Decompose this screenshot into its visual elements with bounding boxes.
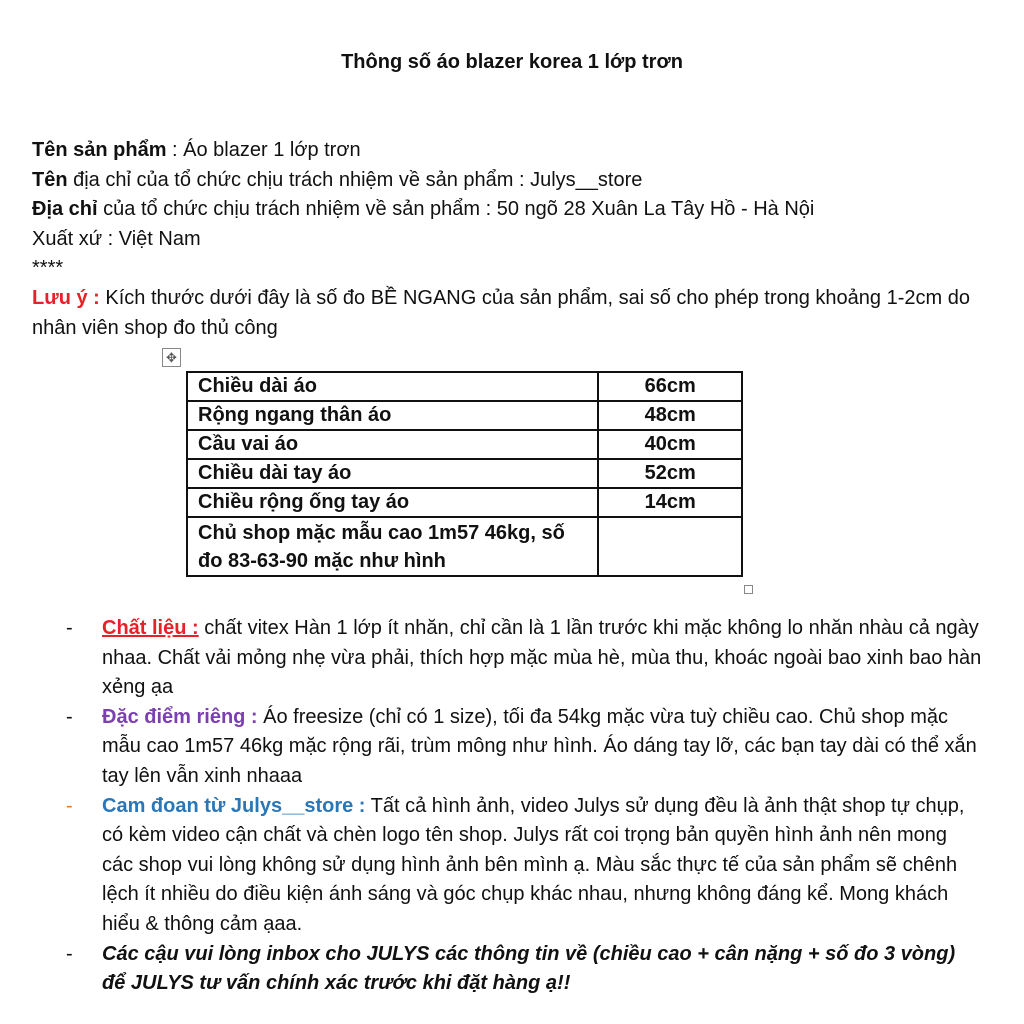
note-label: Lưu ý : <box>32 287 100 309</box>
product-info <box>32 136 982 284</box>
move-arrows-icon[interactable]: ✥ <box>162 348 181 367</box>
organization-value: địa chỉ của tổ chức chịu trách nhiệm về sản phẩm : Julys__store <box>67 168 643 191</box>
size-spec-table <box>186 371 743 577</box>
resize-square-icon[interactable] <box>744 585 753 594</box>
promise-label: Cam đoan từ Julys__store : <box>102 794 366 817</box>
document-title: Thông số áo blazer korea 1 lớp trơn <box>341 51 683 73</box>
spec-value-cell <box>598 517 742 576</box>
spec-name-cell: Chiều rộng ống tay áo <box>187 488 598 517</box>
size-note <box>32 284 982 343</box>
address-value: của tổ chức chịu trách nhiệm về sản phẩm : 50 ngõ 28 Xuân La Tây Hồ - Hà Nội <box>97 198 815 220</box>
product-name-line <box>32 136 982 166</box>
spec-name-cell: Chiều dài tay áo <box>187 459 598 488</box>
bullet-dash: - <box>66 794 73 817</box>
table-row <box>187 459 742 488</box>
table-row <box>187 401 742 430</box>
table-row <box>187 430 742 459</box>
table-row <box>187 517 742 576</box>
feature-label: Đặc điểm riêng : <box>102 705 258 728</box>
inbox-request-text: Các cậu vui lòng inbox cho JULYS các thông tin về (chiều cao + cân nặng + số đo 3 vòng) để JULYS tư vấn chính xác trước khi đặt hàng ạ!! <box>102 942 956 995</box>
origin-line: Xuất xứ : Việt Nam <box>32 227 201 250</box>
list-item <box>62 703 982 792</box>
organization-label: Tên <box>32 168 68 191</box>
feature-text: Áo freesize (chỉ có 1 size), tối đa 54kg mặc vừa tuỳ chiều cao. Chủ shop mặc mẫu cao 1m57 46kg mặc rộng rãi, trùm mông như hình. Áo dáng tay lỡ, các bạn tay dài có thể xắn tay lên vẫn xinh nhaaa <box>102 705 977 787</box>
list-item <box>62 614 982 703</box>
spec-value-cell: 52cm <box>598 459 742 488</box>
separator-stars: **** <box>32 257 64 279</box>
list-item <box>62 940 982 999</box>
bullet-dash: - <box>66 617 73 639</box>
product-name-label: Tên sản phẩm <box>32 139 167 161</box>
list-item <box>62 792 982 940</box>
details-list <box>62 614 982 999</box>
bullet-dash: - <box>66 705 73 728</box>
spec-name-cell: Chủ shop mặc mẫu cao 1m57 46kg, số đo 83-63-90 mặc như hình <box>187 517 598 576</box>
spec-value-cell: 48cm <box>598 401 742 430</box>
spec-value-cell: 14cm <box>598 488 742 517</box>
spec-name-cell: Cầu vai áo <box>187 430 598 459</box>
address-line <box>32 195 982 225</box>
table-row <box>187 488 742 517</box>
material-label: Chất liệu : <box>102 617 199 639</box>
bullet-dash: - <box>66 942 73 965</box>
note-text: Kích thước dưới đây là số đo BỀ NGANG của sản phẩm, sai số cho phép trong khoảng 1-2cm do nhân viên shop đo thủ công <box>32 287 970 339</box>
address-label: Địa chỉ <box>32 198 98 220</box>
spec-value-cell: 66cm <box>598 372 742 401</box>
table-row <box>187 372 742 401</box>
product-name-value: : Áo blazer 1 lớp trơn <box>166 139 361 161</box>
organization-line <box>32 166 982 196</box>
spec-value-cell: 40cm <box>598 430 742 459</box>
spec-name-cell: Rộng ngang thân áo <box>187 401 598 430</box>
spec-name-cell: Chiều dài áo <box>187 372 598 401</box>
promise-text: Tất cả hình ảnh, video Julys sử dụng đều là ảnh thật shop tự chụp, có kèm video cận chất và chèn logo tên shop. Julys rất coi trọng bản quyền hình ảnh nên mong các shop vui lòng không sử dụng hình ảnh bên mình ạ. Màu sắc thực tế của sản phẩm sẽ chênh lệch ít nhiều do điều kiện ánh sáng và góc chụp khác nhau, nhưng không đáng kể. Mong khách hiểu & thông cảm ạaa. <box>102 794 965 935</box>
material-text: chất vitex Hàn 1 lớp ít nhăn, chỉ cần là 1 lần trước khi mặc không lo nhăn nhàu cả ngày nhaa. Chất vải mỏng nhẹ vừa phải, thích hợp mặc mùa hè, mùa thu, khoác ngoài bao xinh bao hàn xẻng ạa <box>102 617 982 699</box>
